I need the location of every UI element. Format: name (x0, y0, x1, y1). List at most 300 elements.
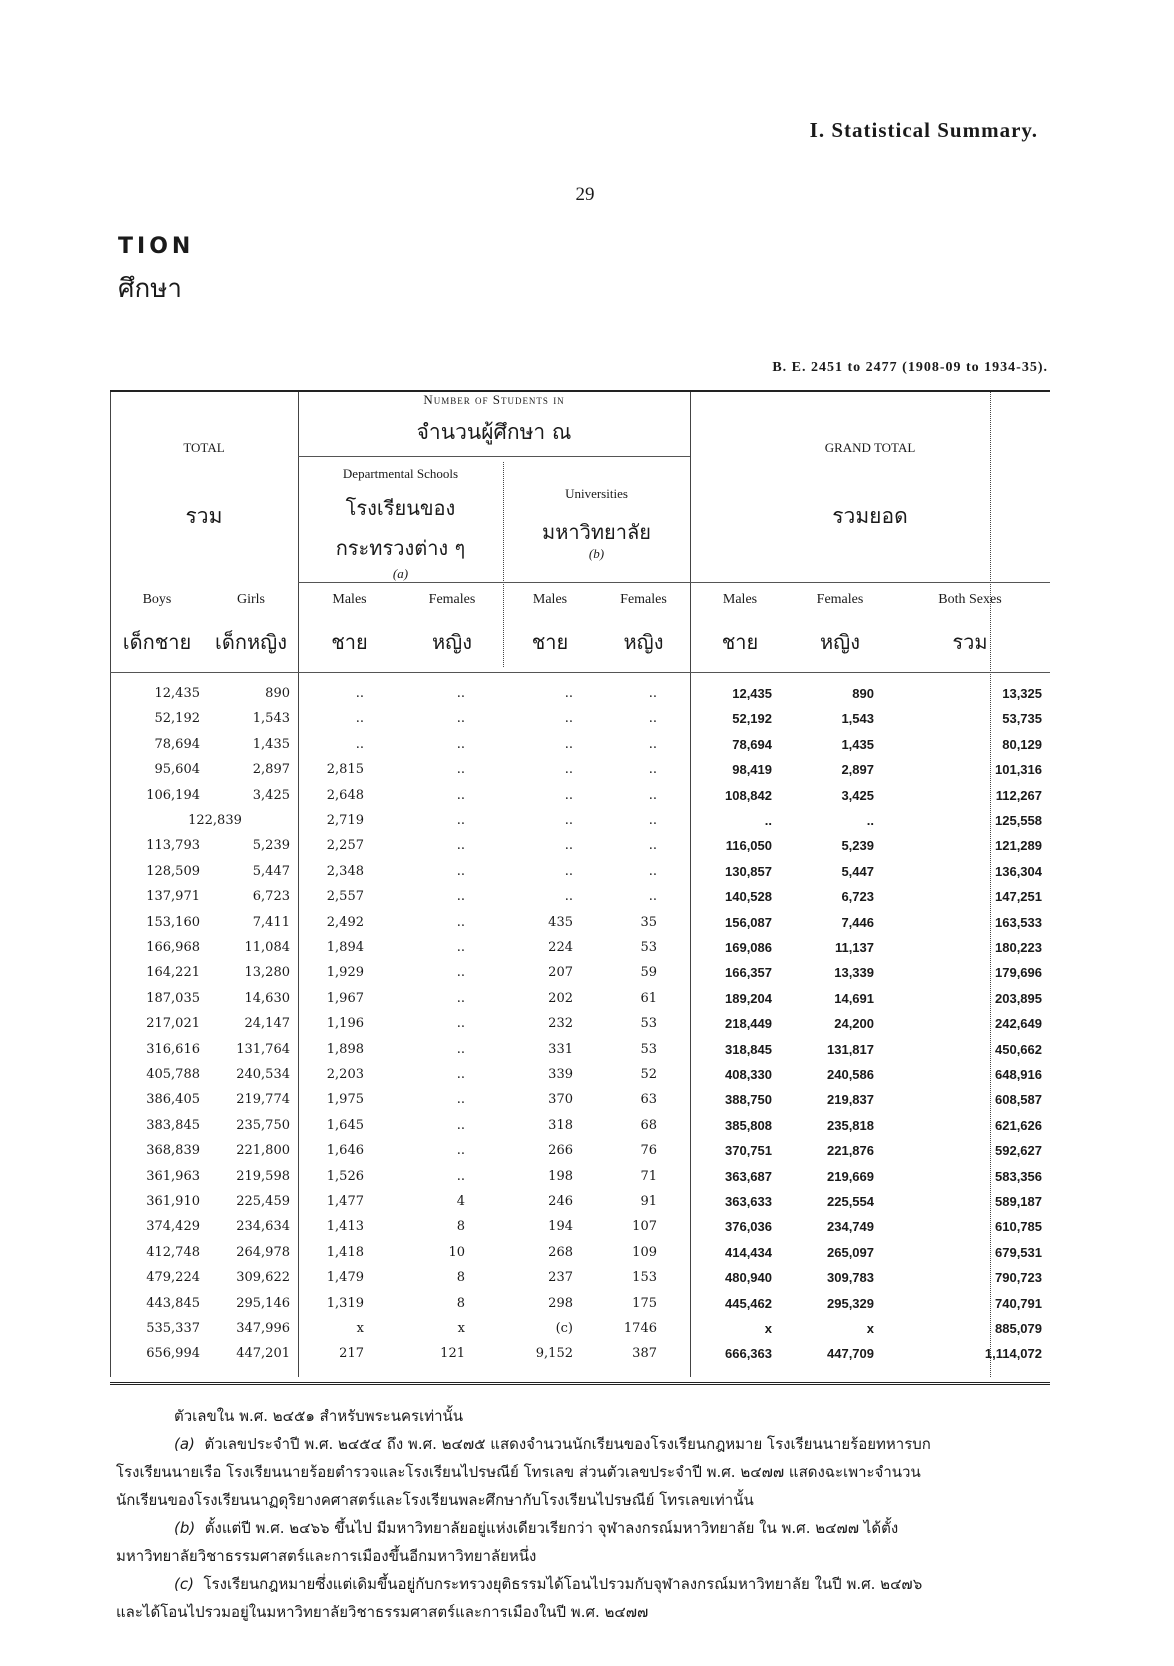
footnote-a-line-2: โรงเรียนนายเรือ โรงเรียนนายร้อยตำรวจและโรงเรียนไปรษณีย์ โทรเลข ส่วนตัวเลขประจำปี พ.ศ. ๒๔๗๗ แสดงฉะเพาะจำนวน (116, 1463, 921, 1481)
table-cell: .. (456, 990, 465, 1006)
table-cell (204, 809, 290, 833)
table-cell: 164,221 (146, 965, 200, 981)
table-cell: 78,694 (154, 736, 200, 752)
table-cell: 447,709 (827, 1346, 874, 1362)
table-cell: 91 (640, 1194, 657, 1209)
table-cell: 370,751 (725, 1143, 772, 1159)
table-cell: 479,224 (146, 1270, 200, 1286)
table-cell: 331 (548, 1041, 573, 1057)
table-cell: 1,543 (841, 711, 874, 727)
table-cell: 268 (548, 1244, 573, 1260)
table-cell: 386,405 (146, 1092, 200, 1108)
table-cell: 1,646 (326, 1143, 364, 1159)
table-cell: 61 (640, 990, 657, 1006)
col-label-th: หญิง (820, 630, 860, 654)
table-cell: 790,723 (995, 1270, 1042, 1286)
statistics-table (110, 390, 1050, 1385)
table-cell: 76 (640, 1143, 657, 1159)
table-row (110, 860, 1050, 884)
table-cell: 535,337 (146, 1321, 200, 1336)
table-row (110, 1292, 1050, 1316)
table-cell: 1,543 (252, 711, 290, 727)
table-cell: 370 (548, 1092, 573, 1108)
table-cell: 1,645 (326, 1117, 364, 1133)
col-label-en: Females (620, 592, 667, 607)
table-cell: 221,876 (827, 1143, 874, 1159)
table-cell: 2,557 (326, 889, 364, 905)
table-cell: 101,316 (995, 762, 1042, 778)
table-cell: .. (648, 762, 657, 778)
table-cell: 2,719 (326, 813, 364, 828)
table-cell: 53,735 (1002, 711, 1042, 727)
table-cell: 7,446 (841, 914, 874, 930)
table-cell: 24,200 (834, 1016, 874, 1032)
table-cell: 24,147 (244, 1016, 290, 1032)
table-cell: 1,196 (326, 1016, 364, 1032)
table-cell: 2,648 (326, 787, 364, 803)
table-cell: 130,857 (725, 863, 772, 879)
table-cell: 71 (640, 1168, 657, 1184)
table-cell: 295,329 (827, 1295, 874, 1311)
table-cell: 235,750 (236, 1117, 290, 1133)
table-cell: 8 (456, 1270, 465, 1286)
table-cell: 53 (640, 1016, 657, 1032)
table-cell: 266 (548, 1143, 573, 1159)
table-cell: 225,554 (827, 1194, 874, 1209)
table-cell: .. (456, 787, 465, 803)
table-cell: 443,845 (146, 1295, 200, 1311)
table-cell: 1,967 (326, 990, 364, 1006)
number-of-students-heading-en: Number of Students in (423, 392, 565, 407)
table-cell: 35 (640, 914, 657, 930)
table-cell: x (866, 1321, 874, 1336)
table-cell: .. (456, 1016, 465, 1032)
page-number: 29 (575, 184, 595, 205)
table-cell: 9,152 (535, 1346, 573, 1362)
table-cell: 187,035 (146, 990, 200, 1006)
table-cell: .. (456, 711, 465, 727)
table-cell: 408,330 (725, 1067, 772, 1082)
table-cell: 361,910 (146, 1194, 200, 1209)
table-cell: 219,774 (236, 1092, 290, 1108)
table-cell: 1,319 (326, 1295, 364, 1311)
table-cell: .. (456, 838, 465, 854)
table-cell: .. (866, 813, 874, 828)
table-cell: .. (456, 863, 465, 879)
table-row (110, 911, 1050, 935)
table-cell: 153 (632, 1270, 657, 1286)
table-cell: 368,839 (146, 1143, 200, 1159)
table-cell: 5,447 (252, 863, 290, 879)
table-row (110, 834, 1050, 858)
table-cell: 225,459 (236, 1194, 290, 1209)
table-cell: 219,669 (827, 1168, 874, 1184)
departmental-schools-note-mark: (a) (392, 566, 409, 581)
table-cell: 163,533 (995, 914, 1042, 930)
table-cell: 52,192 (154, 711, 200, 727)
period-caption: B. E. 2451 to 2477 (1908-09 to 1934-35). (772, 360, 1048, 375)
table-cell: 166,968 (146, 940, 200, 955)
table-cell: 189,204 (725, 990, 772, 1006)
table-cell: 235,818 (827, 1117, 874, 1133)
table-cell: 180,223 (995, 940, 1042, 955)
section-heading-th: ศึกษา (118, 274, 182, 304)
departmental-schools-heading-th-2: กระทรวงต่าง ๆ (335, 536, 466, 560)
col-label-th: เด็กชาย (122, 630, 192, 654)
table-cell: 78,694 (732, 736, 772, 752)
table-cell: (c) (555, 1321, 573, 1336)
table-cell: .. (456, 889, 465, 905)
table-cell: 14,691 (834, 990, 874, 1006)
table-cell: 383,845 (146, 1117, 200, 1133)
col-label-th: ชาย (721, 630, 759, 654)
table-cell: 1,435 (252, 736, 290, 752)
table-cell: 125,558 (995, 813, 1042, 828)
col-label-th: รวม (952, 630, 988, 654)
footnote-a-line-3: นักเรียนของโรงเรียนนาฏดุริยางคศาสตร์และโรงเรียนพละศึกษากับโรงเรียนไปรษณีย์ โทรเลขเท่านั้น (116, 1491, 754, 1509)
table-cell: 194 (548, 1219, 573, 1235)
table-cell: 1,975 (326, 1092, 364, 1108)
table-row (110, 733, 1050, 757)
table-cell: 246 (548, 1194, 573, 1209)
table-cell: 234,749 (827, 1219, 874, 1235)
table-cell: 234,634 (236, 1219, 290, 1235)
table-cell: 385,808 (725, 1117, 772, 1133)
table-cell: 53 (640, 940, 657, 955)
table-cell: 2,203 (326, 1067, 364, 1082)
table-cell: 59 (640, 965, 657, 981)
table-row (110, 1088, 1050, 1112)
table-cell: 890 (852, 686, 874, 701)
table-cell: .. (456, 762, 465, 778)
table-cell: .. (456, 1168, 465, 1184)
table-cell: 374,429 (146, 1219, 200, 1235)
section-title: I. Statistical Summary. (809, 118, 1038, 142)
table-row (110, 809, 1050, 833)
table-body (110, 682, 1050, 1372)
table-cell: 11,137 (834, 940, 874, 955)
table-cell: 1746 (623, 1321, 657, 1336)
table-cell: 106,194 (146, 787, 200, 803)
table-cell: 2,815 (326, 762, 364, 778)
col-label-en: Males (722, 592, 758, 607)
table-cell: 363,633 (725, 1194, 772, 1209)
table-cell: x (764, 1321, 772, 1336)
table-cell: 217 (339, 1346, 364, 1362)
col-label-th: เด็กหญิง (215, 630, 287, 654)
table-cell: 2,492 (326, 914, 364, 930)
table-cell: 1,418 (326, 1244, 364, 1260)
table-cell: 14,630 (244, 990, 290, 1006)
table-row (110, 1317, 1050, 1341)
table-cell: 121,289 (995, 838, 1042, 854)
table-cell: 179,696 (995, 965, 1042, 981)
col-label-en: Females (816, 592, 864, 607)
table-cell: 121 (440, 1346, 465, 1362)
col-label-en: Males (332, 592, 367, 607)
universities-note-mark: (b) (588, 546, 605, 561)
table-cell: 156,087 (725, 914, 772, 930)
table-cell: 68 (640, 1117, 657, 1133)
table-cell: 5,447 (841, 863, 874, 879)
table-cell: 264,978 (236, 1244, 290, 1260)
col-label-th: ชาย (331, 630, 368, 654)
table-cell: 1,477 (326, 1194, 364, 1209)
table-cell: .. (456, 1067, 465, 1082)
table-cell: 388,750 (725, 1092, 772, 1108)
table-cell: 232 (548, 1016, 573, 1032)
col-label-en: Females (428, 592, 476, 607)
number-of-students-heading-th: จำนวนผู้ศึกษา ณ (416, 420, 572, 444)
table-cell: 95,604 (154, 762, 200, 778)
table-cell: 2,257 (326, 838, 364, 854)
table-row (110, 936, 1050, 960)
table-cell: 128,509 (146, 863, 200, 879)
table-cell: 108,842 (725, 787, 772, 803)
table-cell: 13,339 (834, 965, 874, 981)
table-cell: .. (564, 711, 573, 727)
footnote-b-label: (b) (174, 1519, 196, 1537)
table-row (110, 1038, 1050, 1062)
table-cell: 1,526 (326, 1168, 364, 1184)
table-cell: 140,528 (725, 889, 772, 905)
table-cell: 219,837 (827, 1092, 874, 1108)
table-cell: 147,251 (995, 889, 1042, 905)
table-cell: 318 (548, 1117, 573, 1133)
table-cell: 207 (548, 965, 573, 981)
table-row (110, 707, 1050, 731)
table-row (110, 1215, 1050, 1239)
table-cell: x (457, 1321, 465, 1336)
table-cell: 3,425 (841, 787, 874, 803)
table-cell: .. (764, 813, 772, 828)
table-cell: .. (456, 965, 465, 981)
footnote-general: ตัวเลขใน พ.ศ. ๒๔๕๑ สำหรับพระนครเท่านั้น (174, 1407, 464, 1425)
footnotes (116, 1402, 1056, 1626)
col-label-th: หญิง (623, 630, 664, 654)
table-cell: 8 (456, 1295, 465, 1311)
table-cell: 648,916 (995, 1067, 1042, 1082)
table-row (110, 1012, 1050, 1036)
table-cell: 219,598 (236, 1168, 290, 1184)
table-cell: 52,192 (732, 711, 772, 727)
footnote-b-line-2: มหาวิทยาลัยวิชาธรรมศาสตร์และการเมืองขึ้นอีกมหาวิทยาลัยหนึ่ง (116, 1547, 537, 1565)
table-cell: .. (564, 838, 573, 854)
table-cell: 450,662 (995, 1041, 1042, 1057)
table-row (110, 1063, 1050, 1087)
table-cell: 202 (548, 990, 573, 1006)
table-cell: .. (456, 914, 465, 930)
table-cell: 131,764 (236, 1041, 290, 1057)
table-cell: 13,325 (1002, 686, 1042, 701)
table-cell: 318,845 (725, 1041, 772, 1057)
table-cell: 240,534 (236, 1067, 290, 1082)
table-cell: 740,791 (995, 1295, 1042, 1311)
table-cell: .. (648, 711, 657, 727)
table-row (110, 1165, 1050, 1189)
table-cell: 656,994 (146, 1346, 200, 1362)
table-cell: .. (648, 787, 657, 803)
table-cell: 2,897 (841, 762, 874, 778)
table-cell: 1,898 (326, 1041, 364, 1057)
col-label-en: Boys (142, 592, 172, 607)
table-cell: .. (564, 762, 573, 778)
table-cell: 480,940 (725, 1270, 772, 1286)
table-cell: 98,419 (732, 762, 772, 778)
table-cell: 2,348 (326, 863, 364, 879)
table-cell: 13,280 (244, 965, 290, 981)
table-cell: 109 (632, 1244, 657, 1260)
table-cell: 153,160 (146, 914, 200, 930)
table-cell: 621,626 (995, 1117, 1042, 1133)
table-cell: 169,086 (725, 940, 772, 955)
universities-heading-th: มหาวิทยาลัย (542, 520, 651, 544)
total-heading-th: รวม (185, 504, 223, 528)
table-row (110, 1190, 1050, 1214)
table-cell: 1,413 (326, 1219, 364, 1235)
table-cell: 240,586 (827, 1067, 874, 1082)
table-row (110, 885, 1050, 909)
table-row (110, 961, 1050, 985)
table-cell: 137,971 (146, 889, 200, 905)
footnote-b-line-1: ตั้งแต่ปี พ.ศ. ๒๔๖๖ ขึ้นไป มีมหาวิทยาลัยอยู่แห่งเดียวเรียกว่า จุฬาลงกรณ์มหาวิทยาลัย ใน พ.ศ. ๒๔๗๗ ได้ตั้ง (204, 1519, 899, 1537)
table-cell: 8 (456, 1219, 465, 1235)
table-cell: 11,084 (244, 940, 290, 955)
table-row (110, 1241, 1050, 1265)
table-cell: 5,239 (841, 838, 874, 854)
table-cell: 387 (632, 1346, 657, 1362)
table-cell: 6,723 (252, 889, 290, 905)
table-cell: 309,622 (236, 1270, 290, 1286)
table-cell: .. (564, 736, 573, 752)
table-cell: .. (355, 736, 364, 752)
table-cell: 298 (548, 1295, 573, 1311)
table-cell: 361,963 (146, 1168, 200, 1184)
table-cell: .. (456, 1041, 465, 1057)
table-row (110, 1139, 1050, 1163)
table-cell: 583,356 (995, 1168, 1042, 1184)
grand-total-heading-th: รวมยอด (832, 504, 908, 528)
table-row (110, 1342, 1050, 1366)
table-cell: .. (564, 686, 573, 701)
footnote-c-label: (c) (174, 1575, 194, 1593)
table-cell: 414,434 (725, 1244, 772, 1260)
table-cell: 63 (640, 1092, 657, 1108)
grand-total-heading-en: GRAND TOTAL (824, 440, 916, 455)
table-cell: 363,687 (725, 1168, 772, 1184)
footnote-a-line-1: ตัวเลขประจำปี พ.ศ. ๒๔๕๔ ถึง พ.ศ. ๒๔๗๕ แสดงจำนวนนักเรียนของโรงเรียนกฎหมาย โรงเรียนนายร้อยทหารบก (204, 1435, 931, 1453)
table-cell: 376,036 (725, 1219, 772, 1235)
table-cell: 12,435 (154, 686, 200, 701)
table-cell: 1,114,072 (984, 1346, 1042, 1362)
table-cell: .. (564, 889, 573, 905)
table-cell: 175 (632, 1295, 657, 1311)
table-cell: 80,129 (1002, 736, 1042, 752)
table-cell: 3,425 (252, 787, 290, 803)
col-label-en: Males (532, 592, 568, 607)
table-cell: 347,996 (236, 1321, 290, 1336)
table-cell: 131,817 (827, 1041, 874, 1057)
footnote-c-line-1: โรงเรียนกฎหมายซึ่งแต่เดิมขึ้นอยู่กับกระทรวงยุติธรรมได้โอนไปรวมกับจุฬาลงกรณ์มหาวิทยาลัย ในปี พ.ศ. ๒๔๗๖ (203, 1575, 923, 1593)
table-cell: .. (648, 736, 657, 752)
table-row (110, 1266, 1050, 1290)
table-row (110, 758, 1050, 782)
total-heading-en: TOTAL (183, 440, 225, 455)
table-cell: .. (648, 813, 657, 828)
table-cell: 112,267 (995, 787, 1042, 803)
table-cell: 113,793 (146, 838, 200, 854)
table-cell: .. (648, 889, 657, 905)
table-cell: 1,479 (326, 1270, 364, 1286)
table-cell: 1,435 (841, 736, 874, 752)
table-cell: 309,783 (827, 1270, 874, 1286)
table-cell: 6,723 (841, 889, 874, 905)
col-label-th: หญิง (432, 630, 472, 654)
table-cell: 885,079 (995, 1321, 1042, 1336)
table-cell: 1,894 (326, 940, 364, 955)
table-cell: 242,649 (995, 1016, 1042, 1032)
table-row (110, 784, 1050, 808)
footnote-a-label: (a) (174, 1435, 195, 1453)
table-cell: 5,239 (252, 838, 290, 854)
table-cell: 203,895 (995, 990, 1042, 1006)
col-label-en: Both Sexes (938, 592, 1002, 607)
table-cell: 679,531 (995, 1244, 1042, 1260)
departmental-schools-heading-th-1: โรงเรียนของ (345, 496, 456, 520)
table-cell: .. (456, 813, 465, 828)
table-cell: 198 (548, 1168, 573, 1184)
table-cell: 116,050 (725, 838, 772, 854)
table-cell: 217,021 (146, 1016, 200, 1032)
table-cell: 52 (640, 1067, 657, 1082)
table-cell: 237 (548, 1270, 573, 1286)
col-label-th: ชาย (531, 630, 569, 654)
col-label-en: Girls (237, 592, 265, 607)
table-cell: 224 (548, 940, 573, 955)
table-cell: .. (355, 686, 364, 701)
table-cell: 316,616 (146, 1041, 200, 1057)
table-cell: 136,304 (995, 863, 1042, 879)
table-row (110, 987, 1050, 1011)
table-cell: .. (355, 711, 364, 727)
table-cell: .. (648, 863, 657, 879)
table-cell: .. (456, 736, 465, 752)
table-cell: 445,462 (725, 1295, 772, 1311)
table-cell: x (356, 1321, 364, 1336)
table-cell: 166,357 (725, 965, 772, 981)
table-cell: .. (456, 1117, 465, 1133)
table-cell: 7,411 (252, 914, 290, 930)
table-cell: 265,097 (827, 1244, 874, 1260)
table-cell: 589,187 (995, 1194, 1042, 1209)
table-cell: .. (456, 1092, 465, 1108)
table-cell: 435 (548, 914, 573, 930)
footnote-c-line-2: และได้โอนไปรวมอยู่ในมหาวิทยาลัยวิชาธรรมศาสตร์และการเมืองในปี พ.ศ. ๒๔๗๗ (116, 1603, 649, 1621)
table-cell: 405,788 (146, 1067, 200, 1082)
table-cell: 666,363 (725, 1346, 772, 1362)
table-cell: .. (456, 686, 465, 701)
table-cell: 218,449 (725, 1016, 772, 1032)
table-cell: 608,587 (995, 1092, 1042, 1108)
table-cell: 339 (548, 1067, 573, 1082)
table-cell: .. (564, 863, 573, 879)
table-cell: 412,748 (146, 1244, 200, 1260)
table-cell: 53 (640, 1041, 657, 1057)
table-cell: 592,627 (995, 1143, 1042, 1159)
section-heading-en: TION (118, 234, 195, 259)
table-cell: 610,785 (995, 1219, 1042, 1235)
table-cell: 4 (456, 1194, 465, 1209)
